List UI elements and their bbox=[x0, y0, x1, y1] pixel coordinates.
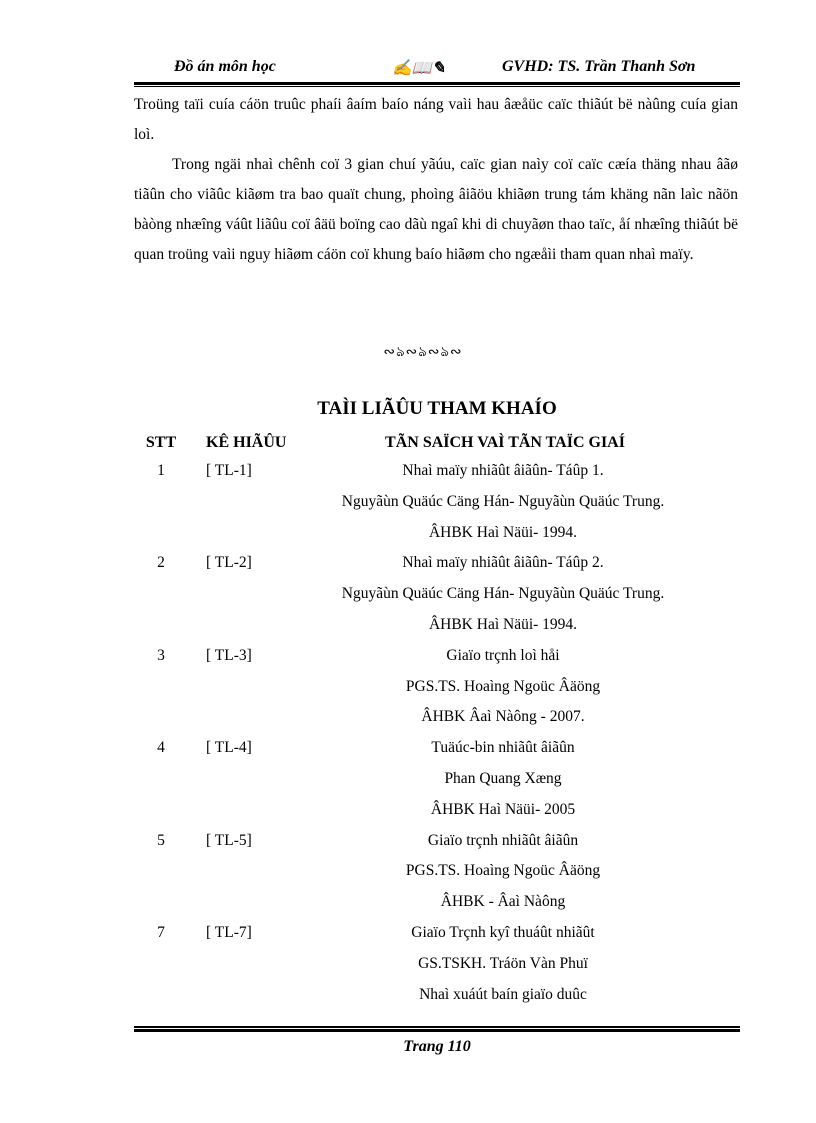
reference-text: ÂHBK Âaì Nàông - 2007. bbox=[421, 708, 585, 726]
reference-key: [ TL-4] bbox=[206, 739, 252, 757]
reference-key: [ TL-7] bbox=[206, 924, 252, 941]
reference-line bbox=[0, 955, 816, 986]
reference-line bbox=[0, 554, 816, 585]
reference-line bbox=[0, 647, 816, 678]
reference-text: Tuäúc-bin nhiãût âiãûn bbox=[431, 739, 575, 757]
reference-line bbox=[0, 801, 816, 832]
page-number: Trang 110 bbox=[403, 1038, 471, 1055]
reference-number: 7 bbox=[157, 924, 165, 941]
header-key: KÊ HIÃÛU bbox=[206, 434, 287, 451]
reference-text: ÂHBK Haì Näüi- 2005 bbox=[430, 800, 576, 818]
header-rule bbox=[134, 82, 740, 87]
header-supervisor: GVHD: TS. Trần Thanh Sơn bbox=[502, 58, 696, 75]
reference-key: [ TL-1] bbox=[206, 462, 252, 479]
reference-text: Phan Quang Xæng bbox=[444, 770, 562, 787]
section-divider-ornament: ∾ঌ∾ঌ∾ঌ∾ bbox=[383, 345, 463, 360]
reference-key: [ TL-5] bbox=[206, 831, 252, 849]
reference-number: 3 bbox=[157, 646, 165, 664]
reference-line bbox=[0, 832, 816, 863]
reference-line bbox=[0, 770, 816, 801]
reference-number: 5 bbox=[157, 831, 165, 849]
footer-rule bbox=[134, 1026, 740, 1032]
reference-line bbox=[0, 986, 816, 1017]
reference-line bbox=[0, 739, 816, 770]
reference-text: Nhaì maïy nhiãût âiãûn- Táûp 1. bbox=[402, 462, 604, 479]
reference-line bbox=[0, 924, 816, 955]
reference-text: ÂHBK Haì Näüi- 1994. bbox=[428, 616, 578, 633]
reference-number: 2 bbox=[157, 554, 165, 572]
reference-line bbox=[0, 893, 816, 924]
reference-text: PGS.TS. Hoaìng Ngoüc Âäöng bbox=[405, 862, 601, 880]
paragraph-2: Trong ngäi nhaì chênh coï 3 gian chuí yãúu, caïc gian naìy coï caïc cæía thäng nhau âãø tiãûn cho viãûc kiãøm tra bao quaït chung, phoìng âiãöu khiãøn trung tám khäng nãn laìc nãön bàòng nhæîng váût liãûu coï âäü boïng cao dãù ngaî khi di chuyãøn thao taïc, åí nhæîng thiãút bë quan troüng vaìi nguy hiãøm cáön coï khung baío hiãøm cho ngæåìi tham quan nhaì maïy. bbox=[134, 156, 738, 263]
reference-key: [ TL-2] bbox=[206, 554, 252, 572]
references-header-row bbox=[0, 434, 816, 458]
reference-line bbox=[0, 524, 816, 555]
body-text bbox=[134, 90, 738, 270]
references-title: TAÌI LIÃÛU THAM KHAÍO bbox=[317, 398, 557, 419]
reference-text: PGS.TS. Hoaìng Ngoüc Âäöng bbox=[405, 677, 601, 695]
reference-line bbox=[0, 708, 816, 739]
page-header bbox=[134, 56, 740, 82]
book-ornament-icon: ✍📖✎ bbox=[392, 60, 446, 77]
reference-number: 4 bbox=[157, 739, 165, 757]
reference-text: Giaïo trçnh loì håi bbox=[446, 646, 560, 664]
reference-key: [ TL-3] bbox=[206, 646, 252, 664]
reference-text: Nguyãùn Quäúc Cäng Hán- Nguyãùn Quäúc Trung. bbox=[341, 585, 665, 603]
paragraph-1: Troüng taïi cuía cáön truûc phaíi âaím baío náng vaìi hau âæåüc caïc thiãút bë nàûng cuía gian loì. bbox=[134, 96, 738, 143]
reference-text: Nguyãùn Quäúc Cäng Hán- Nguyãùn Quäúc Trung. bbox=[341, 492, 665, 510]
reference-text: Giaïo trçnh nhiãût âiãûn bbox=[427, 831, 579, 849]
reference-text: ÂHBK Haì Näüi- 1994. bbox=[428, 523, 578, 541]
header-course-title: Đồ án môn học bbox=[174, 58, 276, 75]
reference-line bbox=[0, 616, 816, 647]
reference-text: ÂHBK - Âaì Nàông bbox=[440, 893, 566, 911]
reference-line bbox=[0, 678, 816, 709]
reference-line bbox=[0, 862, 816, 893]
reference-line bbox=[0, 585, 816, 616]
reference-text: Giaïo Trçnh kyî thuáût nhiãût bbox=[411, 924, 595, 941]
header-stt: STT bbox=[145, 434, 177, 451]
header-title: TÃN SAÏCH VAÌ TÃN TAÏC GIAÍ bbox=[385, 434, 625, 451]
reference-text: Nhaì xuáút baín giaïo duûc bbox=[419, 985, 587, 1003]
reference-text: Nhaì maïy nhiãût âiãûn- Táûp 2. bbox=[402, 554, 604, 572]
reference-text: GS.TSKH. Tráön Vàn Phuï bbox=[418, 954, 588, 972]
reference-line bbox=[0, 493, 816, 524]
reference-line bbox=[0, 462, 816, 493]
reference-number: 1 bbox=[157, 462, 165, 479]
